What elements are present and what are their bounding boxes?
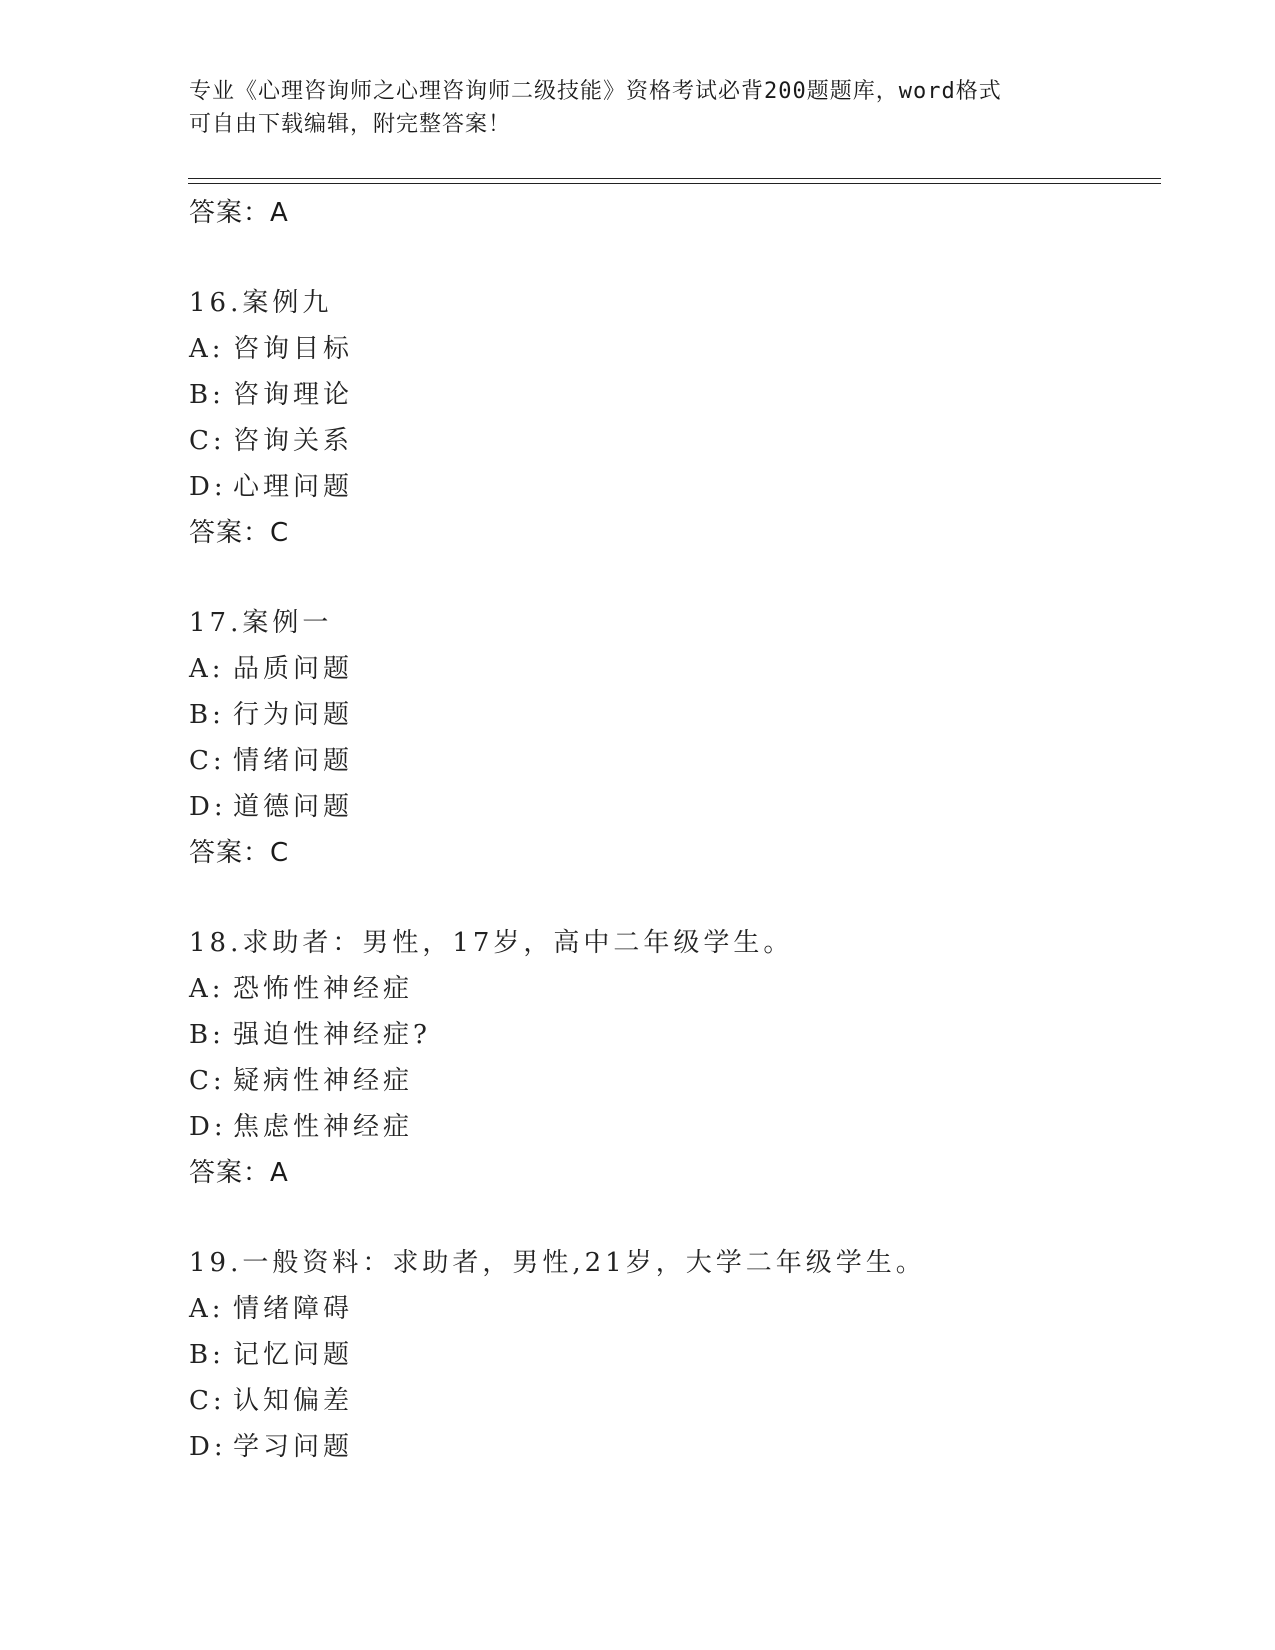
option-letter: B:	[189, 1340, 225, 1370]
option-letter: A:	[189, 654, 225, 684]
option-a	[189, 646, 1149, 692]
option-c	[189, 1378, 1149, 1424]
option-letter: C:	[189, 746, 226, 776]
question-block	[189, 920, 1149, 1196]
question-block	[189, 280, 1149, 556]
option-c	[189, 418, 1149, 464]
option-letter: B:	[189, 380, 225, 410]
option-d	[189, 784, 1149, 830]
option-text: 情绪障碍	[233, 1294, 354, 1324]
option-d	[189, 464, 1149, 510]
option-letter: D:	[189, 1432, 227, 1462]
option-letter: C:	[189, 1386, 226, 1416]
option-text: 强迫性神经症?	[233, 1020, 431, 1050]
answer-label: 答案：C	[189, 838, 290, 868]
option-letter: B:	[189, 700, 225, 730]
option-b	[189, 1012, 1149, 1058]
header-divider-top	[188, 178, 1161, 179]
question-stem: 17.案例一	[189, 608, 333, 638]
option-b	[189, 372, 1149, 418]
option-letter: D:	[189, 792, 227, 822]
option-a	[189, 1286, 1149, 1332]
option-text: 焦虑性神经症	[233, 1112, 414, 1142]
option-d	[189, 1424, 1149, 1470]
document-header	[189, 75, 1089, 141]
option-a	[189, 326, 1149, 372]
option-a	[189, 966, 1149, 1012]
option-text: 学习问题	[233, 1432, 354, 1462]
question-block	[189, 1240, 1149, 1470]
option-letter: A:	[189, 974, 225, 1004]
option-text: 认知偏差	[233, 1386, 354, 1416]
option-b	[189, 692, 1149, 738]
option-text: 行为问题	[233, 700, 354, 730]
question-stem: 19.一般资料：求助者，男性,21岁，大学二年级学生。	[189, 1248, 926, 1278]
option-letter: D:	[189, 472, 227, 502]
option-letter: C:	[189, 426, 226, 456]
option-letter: A:	[189, 1294, 225, 1324]
option-b	[189, 1332, 1149, 1378]
option-text: 心理问题	[233, 472, 354, 502]
option-letter: D:	[189, 1112, 227, 1142]
option-d	[189, 1104, 1149, 1150]
option-c	[189, 738, 1149, 784]
answer-label: 答案：A	[189, 1158, 289, 1188]
header-line-1: 专业《心理咨询师之心理咨询师二级技能》资格考试必背200题题库，word格式	[189, 79, 1002, 104]
option-text: 恐怖性神经症	[233, 974, 414, 1004]
question-block	[189, 600, 1149, 876]
option-c	[189, 1058, 1149, 1104]
option-text: 咨询目标	[233, 334, 354, 364]
answer-label: 答案：C	[189, 518, 290, 548]
header-line-2: 可自由下载编辑，附完整答案！	[189, 112, 512, 137]
option-text: 记忆问题	[233, 1340, 354, 1370]
option-text: 道德问题	[233, 792, 354, 822]
option-text: 疑病性神经症	[233, 1066, 414, 1096]
option-text: 咨询理论	[233, 380, 354, 410]
option-letter: B:	[189, 1020, 225, 1050]
option-text: 情绪问题	[233, 746, 354, 776]
header-divider-bottom	[188, 183, 1161, 184]
option-text: 品质问题	[233, 654, 354, 684]
question-list	[189, 190, 1149, 1470]
option-letter: A:	[189, 334, 225, 364]
question-stem: 18.求助者：男性，17岁，高中二年级学生。	[189, 928, 794, 958]
answer-label: 答案：A	[189, 198, 289, 228]
question-stem: 16.案例九	[189, 288, 333, 318]
option-letter: C:	[189, 1066, 226, 1096]
option-text: 咨询关系	[233, 426, 354, 456]
